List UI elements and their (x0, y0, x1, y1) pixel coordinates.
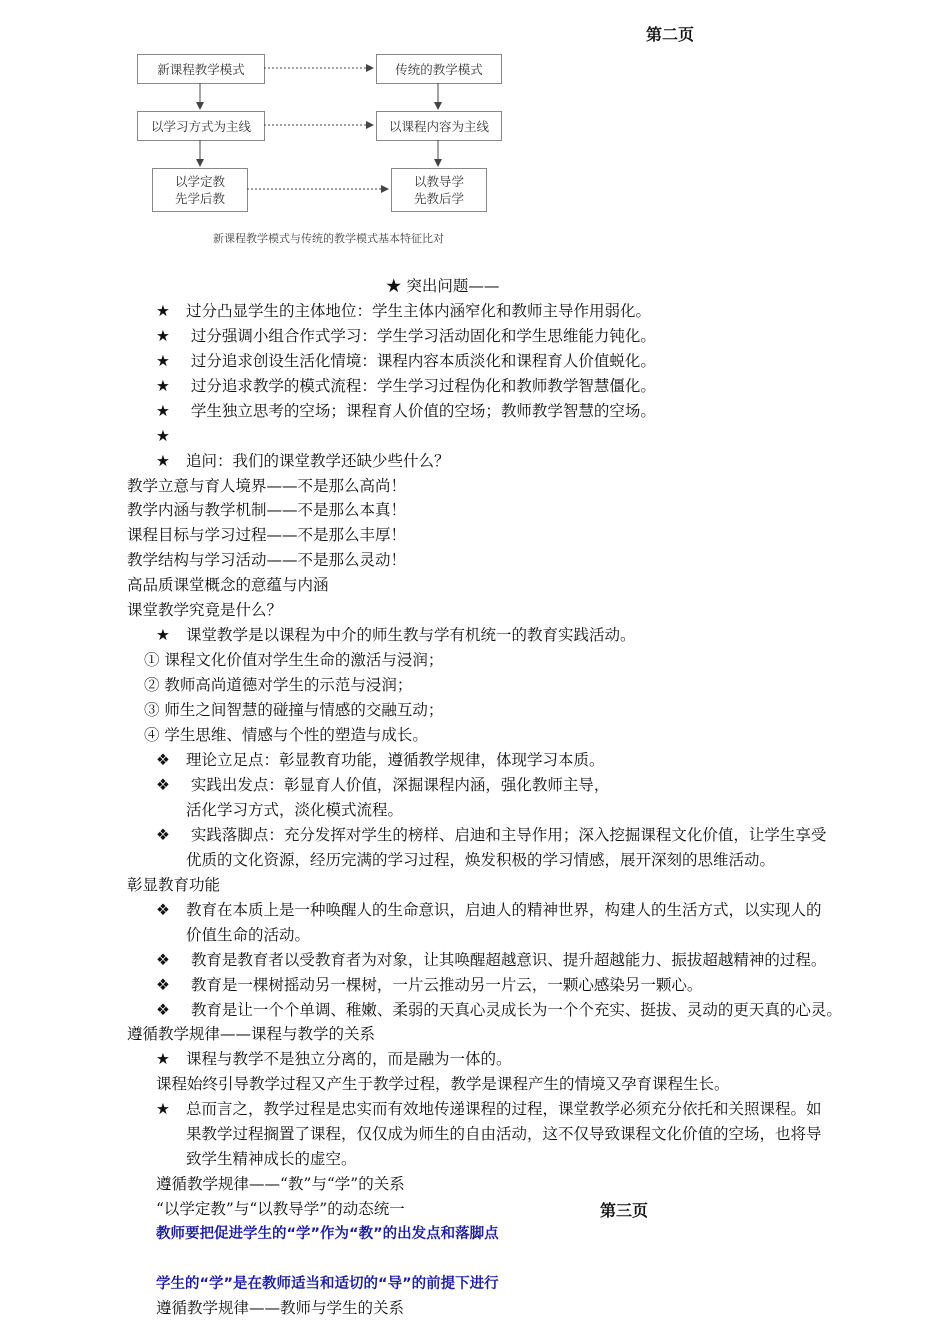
text-line: 高品质课堂概念的意蕴与内涵 (127, 576, 329, 594)
text-line: “以学定教”与“以教导学”的动态统一 (156, 1200, 405, 1218)
law-item: ★ 课程与教学不是独立分离的，而是融为一体的。 (156, 1050, 512, 1068)
summary-continued: 果教学过程搁置了课程，仅仅成为师生的自由活动，这不仅导致课程文化价值的空场，也将导 (186, 1125, 822, 1143)
problem-item: ★ 过分强调小组合作式学习：学生学习活动固化和学生思维能力钝化。 (156, 327, 656, 345)
diagram-box-right-3: 以教导学 先教后学 (391, 168, 487, 212)
diamond-item: ❖ 教育是让一个个单调、稚嫩、柔弱的天真心灵成长为一个个充实、挺拔、灵动的更天真的心灵。 (156, 1001, 842, 1019)
problem-item: ★ 过分凸显学生的主体地位：学生主体内涵窄化和教师主导作用弱化。 (156, 302, 652, 320)
numbered-item: ④ 学生思维、情感与个性的塑造与成长。 (144, 726, 428, 744)
diamond-item-continued: 活化学习方式，淡化模式流程。 (186, 801, 404, 819)
summary-continued: 致学生精神成长的虚空。 (186, 1150, 357, 1168)
numbered-item: ② 教师高尚道德对学生的示范与浸润； (144, 676, 413, 694)
page-label: 第二页 (646, 25, 695, 44)
text-line: 课程始终引导教学过程又产生于教学过程，教学是课程产生的情境又孕育课程生长。 (156, 1075, 730, 1093)
problem-item: ★ 追问：我们的课堂教学还缺少些什么？ (156, 452, 450, 470)
page-label: 第三页 (600, 1201, 649, 1220)
text-line: 课堂教学究竟是什么？ (127, 601, 283, 619)
section-heading: 彰显教育功能 (127, 876, 221, 894)
diamond-item-continued: 价值生命的活动。 (186, 926, 311, 944)
diamond-item: ❖ 教育在本质上是一种唤醒人的生命意识，启迪人的精神世界，构建人的生活方式，以实现人的 (156, 901, 822, 919)
section-title: ★ 突出问题—— (386, 277, 500, 295)
section-heading: 遵循教学规律——教师与学生的关系 (156, 1299, 405, 1317)
diagram-caption: 新课程教学模式与传统的教学模式基本特征比对 (213, 232, 444, 245)
numbered-item: ① 课程文化价值对学生生命的激活与浸润； (144, 651, 444, 669)
diagram-box-left-2: 以学习方式为主线 (137, 111, 265, 141)
highlight-line: 学生的“学”是在教师适当和适切的“导”的前提下进行 (156, 1276, 499, 1292)
diamond-item: ❖ 实践出发点：彰显育人价值，深掘课程内涵，强化教师主导， (156, 776, 610, 794)
diagram-box-left-1: 新课程教学模式 (137, 54, 265, 84)
problem-item: ★ 学生独立思考的空场；课程育人价值的空场；教师教学智慧的空场。 (156, 402, 656, 420)
diamond-item: ❖ 实践落脚点：充分发挥对学生的榜样、启迪和主导作用；深入挖掘课程文化价值，让学生享受 (156, 826, 827, 844)
highlight-line: 教师要把促进学生的“学”作为“教”的出发点和落脚点 (156, 1226, 499, 1242)
problem-item-empty: ★ (156, 427, 170, 445)
text-line: 教学结构与学习活动——不是那么灵动！ (127, 551, 407, 569)
summary-item: ★ 总而言之，教学过程是忠实而有效地传递课程的过程，课堂教学必须充分依托和关照课程。如 (156, 1100, 822, 1118)
diamond-item: ❖ 理论立足点：彰显教育功能，遵循教学规律，体现学习本质。 (156, 751, 605, 769)
diagram-box-left-3: 以学定教 先学后教 (152, 168, 248, 212)
text-line: 教学内涵与教学机制——不是那么本真！ (127, 501, 407, 519)
text-line: 教学立意与育人境界——不是那么高尚！ (127, 477, 407, 495)
diagram-arrows (0, 0, 950, 240)
definition-item: ★ 课堂教学是以课程为中介的师生教与学有机统一的教育实践活动。 (156, 626, 636, 644)
diamond-item-continued: 优质的文化资源，经历完满的学习过程，焕发积极的学习情感，展开深刻的思维活动。 (186, 851, 776, 869)
numbered-item: ③ 师生之间智慧的碰撞与情感的交融互动； (144, 701, 444, 719)
problem-item: ★ 过分追求教学的模式流程：学生学习过程伪化和教师教学智慧僵化。 (156, 377, 656, 395)
diamond-item: ❖ 教育是教育者以受教育者为对象，让其唤醒超越意识、提升超越能力、振拔超越精神的过程。 (156, 951, 827, 969)
text-line: 课程目标与学习过程——不是那么丰厚！ (127, 526, 407, 544)
section-heading: 遵循教学规律——“教”与“学”的关系 (156, 1175, 405, 1193)
section-heading: 遵循教学规律——课程与教学的关系 (127, 1025, 376, 1043)
diagram-box-right-2: 以课程内容为主线 (376, 111, 502, 141)
problem-item: ★ 过分追求创设生活化情境：课程内容本质淡化和课程育人价值蜕化。 (156, 352, 656, 370)
diamond-item: ❖ 教育是一棵树摇动另一棵树，一片云推动另一片云，一颗心感染另一颗心。 (156, 976, 703, 994)
diagram-box-right-1: 传统的教学模式 (376, 54, 502, 84)
